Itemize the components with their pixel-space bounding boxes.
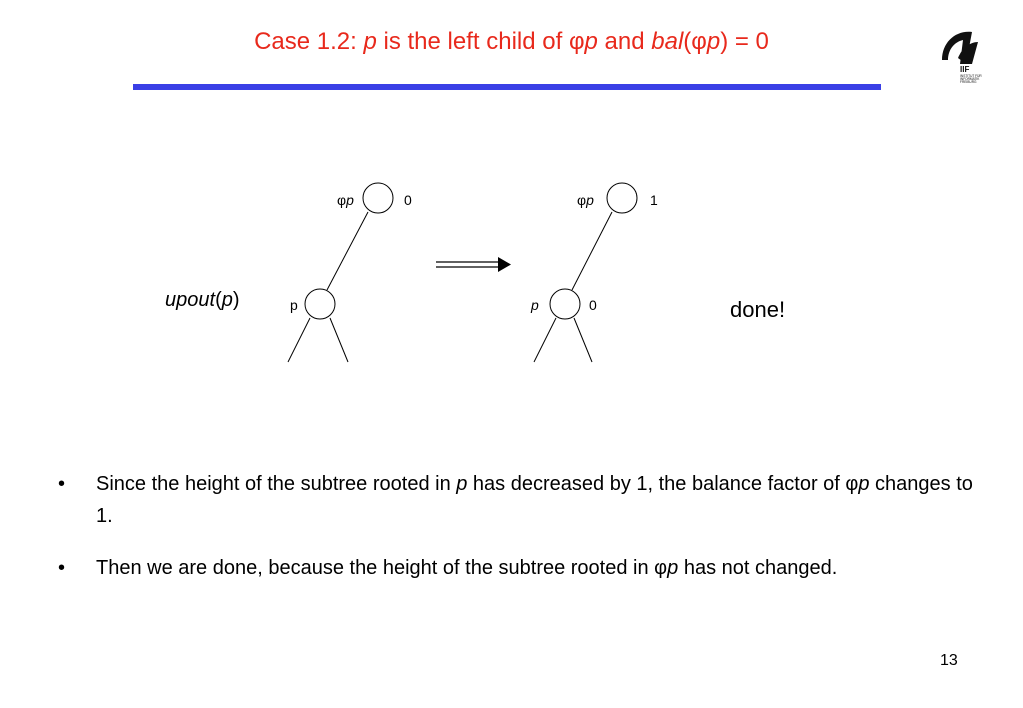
- page-number: 13: [940, 652, 958, 669]
- svg-text:FREIBURG: FREIBURG: [960, 80, 977, 84]
- svg-text:IIF: IIF: [960, 65, 970, 74]
- bullet-item: • Since the height of the subtree rooted in p has decreased by 1, the balance factor of φp changes to 1.: [58, 468, 978, 532]
- left-child-label: p: [290, 297, 298, 313]
- bullet-list: [58, 468, 978, 604]
- bullet-item: • Then we are done, because the height of the subtree rooted in φp has not changed.: [58, 552, 978, 584]
- right-parent-node: [607, 183, 637, 213]
- left-child-subtree-right: [330, 318, 348, 362]
- left-child-subtree-left: [288, 318, 310, 362]
- right-tree: [530, 183, 658, 362]
- left-parent-balance: 0: [404, 192, 412, 208]
- right-parent-label: φp: [577, 192, 594, 208]
- slide-title: Case 1.2: p is the left child of φp and bal(φp) = 0: [254, 28, 769, 55]
- upout-call-label: upout(p): [165, 289, 240, 311]
- double-right-arrow-icon: [436, 257, 511, 272]
- right-tree-edge: [572, 212, 612, 290]
- svg-text:INSTITUT FÜR: INSTITUT FÜR: [960, 74, 982, 78]
- left-parent-label: φp: [337, 192, 354, 208]
- left-child-node: [305, 289, 335, 319]
- right-child-node: [550, 289, 580, 319]
- right-child-subtree-left: [534, 318, 556, 362]
- left-parent-node: [363, 183, 393, 213]
- right-child-label: p: [531, 297, 539, 313]
- right-parent-balance: 1: [650, 192, 658, 208]
- left-tree: [288, 183, 412, 362]
- svg-text:INFORMATIK: INFORMATIK: [960, 77, 980, 81]
- right-child-balance: 0: [589, 297, 597, 313]
- done-label: done!: [730, 297, 786, 322]
- left-tree-edge: [327, 212, 368, 290]
- right-child-subtree-right: [574, 318, 592, 362]
